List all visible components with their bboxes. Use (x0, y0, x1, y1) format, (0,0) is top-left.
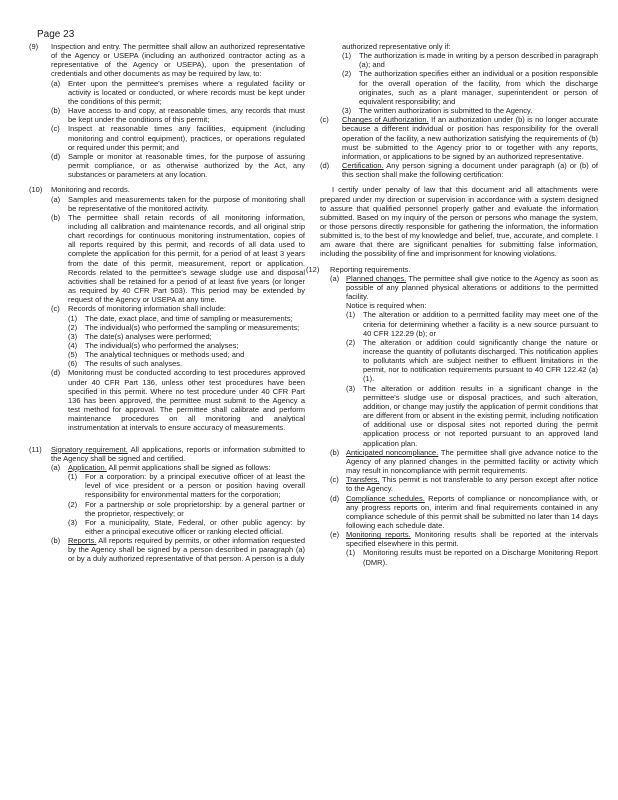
item-body: If an authorization under (b) is no longer accurate because a different individual or position has responsibility for the overall operation of the facility, a new authorization satisfying the requirements of (b) must be submitted to the Agency prior to or together with any reports, information, or applications to be signed by an authorized representative. (342, 115, 598, 161)
list-item (330, 274, 598, 301)
item-label: (3) (342, 106, 352, 116)
sub-item (68, 518, 305, 536)
item-text: The analytical techniques or methods used; and (85, 350, 245, 360)
sub-item (346, 338, 598, 384)
item-label: (c) (51, 124, 60, 134)
item-text: The date, exact place, and time of sampling or measurements; (85, 313, 293, 323)
section-label: (9) (29, 42, 39, 51)
item-text (346, 530, 598, 548)
item-text (346, 274, 598, 301)
continued-text: authorized representative only if: (342, 42, 451, 51)
item-label: (d) (330, 493, 340, 503)
section-label: (11) (29, 444, 42, 454)
item-label: (4) (68, 341, 78, 350)
item-heading: Certification. (342, 161, 384, 171)
item-text (346, 494, 598, 531)
section-9 (29, 42, 305, 79)
list-item (320, 161, 598, 179)
item-text (68, 463, 305, 472)
item-label: (d) (51, 151, 61, 161)
list-item (51, 79, 305, 106)
sub-item (68, 472, 305, 499)
item-heading: Planned changes. (346, 273, 407, 283)
sub-item (68, 350, 305, 359)
item-label: (e) (330, 530, 340, 540)
item-body: All reports required by permits, or other information requested by the Agency shall be signed by a person described in paragraph (a) or by a duly authorized representative of that person. A person is a duly (68, 536, 305, 564)
item-label: (b) (51, 212, 61, 222)
sub-item (68, 500, 305, 518)
item-label: (d) (51, 368, 61, 378)
sub-item (346, 548, 598, 566)
item-label: (1) (346, 548, 356, 558)
right-column (306, 42, 599, 567)
item-text (342, 115, 598, 161)
section-body: All applications, reports or information submitted to the Agency shall be signed and certified. (51, 444, 306, 463)
item-text: The alteration or addition to a permitted facility may meet one of the criteria for determining whether a facility is a new source pursuant to 40 CFR 122.29 (b); or (363, 310, 598, 338)
item-label: (c) (320, 115, 329, 125)
item-text (342, 161, 598, 179)
item-label: (c) (330, 475, 339, 485)
item-text: Records of monitoring information shall include: (68, 304, 226, 314)
list-item (51, 536, 305, 563)
item-body: All permit applications shall be signed as follows: (106, 462, 271, 472)
item-text: Monitoring results must be reported on a Discharge Monitoring Report (DMR). (363, 548, 598, 567)
section-heading: Reporting requirements. (330, 264, 411, 274)
item-text: For a partnership or sole proprietorship: by a general partner or the proprietor, respectively; or (85, 499, 305, 518)
item-label: (c) (51, 304, 60, 314)
item-text (346, 475, 598, 493)
item-text: The results of such analyses. (85, 359, 183, 369)
item-label: (b) (51, 536, 61, 546)
list-item (330, 475, 598, 493)
item-heading: Transfers. (346, 475, 380, 485)
section-12 (306, 265, 598, 274)
item-body: Any person signing a document under paragraph (a) or (b) of this section shall make the following certification: (342, 161, 598, 180)
sub-item (342, 69, 598, 106)
item-label: (5) (68, 350, 78, 360)
section-10 (29, 185, 305, 194)
sub-item (68, 323, 305, 332)
sub-item (342, 106, 598, 115)
item-text: The authorization specifies either an individual or a position responsible for the overall operation of the facility, from which the discharge originates, such as a plant manager, superintendent or person of equivalent responsibility; and (359, 69, 598, 106)
section-heading: Monitoring and records. (51, 185, 130, 195)
item-text: For a corporation: by a principal executive officer of at least the level of vice president or a person or position having overall responsibility for environmental matters for the corporation; (85, 472, 305, 500)
sub-item (68, 341, 305, 350)
list-item (51, 304, 305, 313)
list-item (51, 213, 305, 305)
notice-line: Notice is required when: (346, 301, 427, 311)
item-label: (3) (68, 331, 78, 341)
item-label: (a) (51, 462, 61, 472)
item-heading: Application. (68, 462, 107, 472)
page-number: Page 23 (37, 29, 75, 40)
item-label: (2) (342, 69, 352, 79)
item-text (346, 448, 598, 475)
section-label: (10) (29, 185, 43, 195)
section-text (51, 445, 305, 463)
item-label: (a) (51, 194, 61, 204)
item-label: (1) (68, 472, 78, 482)
item-text: The authorization is made in writing by a person described in paragraph (a); and (359, 51, 598, 70)
item-label: (b) (51, 106, 61, 116)
item-label: (2) (68, 322, 78, 332)
certification-statement: I certify under penalty of law that this document and all attachments were prepared under my direction or supervision in accordance with a system designed to assure that qualified personnel properly gather and evaluate the information submitted. Based on my inquiry of the person or persons who manage the system, or those persons directly responsible for gathering the information, the information submitted is, to the best of my knowledge and belief, true, accurate, and complete. I am aware that there are significant penalties for submitting false information, including the possibility of fine and imprisonment for knowing violations. (320, 185, 598, 259)
item-text: The permittee shall retain records of all monitoring information, including all calibration and maintenance records, and all original strip chart recordings for continuous monitoring instrumentation, copies of all reports required by this permit, and records of all data used to complete the application for this permit, for a period of at least 3 years from the date of this permit, measurement, report or application. Records related to the permittee's sewage sludge use and disposal activities shall be retained for a period of at least five years (or longer as required by 40 CFR Part 503). This period may be extended by request of the Agency or USEPA at any time. (68, 212, 305, 305)
item-text: Samples and measurements taken for the purpose of monitoring shall be representative of the monitored activity. (68, 194, 305, 213)
section-heading: Signatory requirement. (51, 444, 128, 454)
item-text: The written authorization is submitted to the Agency. (359, 106, 533, 116)
item-label: (1) (342, 51, 352, 61)
item-text: The individual(s) who performed the analyses; (85, 341, 239, 350)
item-text: The date(s) analyses were performed; (85, 331, 212, 341)
item-label: (6) (68, 359, 78, 369)
sub-item (68, 314, 305, 323)
list-item (51, 152, 305, 179)
item-body: Reports of compliance or noncompliance with, or any progress reports on, interim and final requirements contained in any compliance schedule of this permit shall be submitted no later than 14 days following each schedule date. (346, 493, 599, 530)
list-item (330, 494, 598, 531)
list-item (330, 448, 598, 475)
item-text: Monitoring must be conducted according to test procedures approved under 40 CFR Part 136, unless other test procedures have been specified in this permit. Where no test procedure under 40 CFR Part 136 has been approved, the permittee must submit to the Agency a test method for approval. The permittee shall calibrate and perform maintenance procedures on all monitoring and analytical instrumentation at intervals to ensure accuracy of measurements. (68, 368, 305, 433)
item-heading: Anticipated noncompliance. (346, 447, 439, 457)
section-label: (12) (306, 264, 320, 274)
item-label: (1) (68, 313, 78, 323)
item-text: Enter upon the permittee's premises where a regulated facility or activity is located or conducted, or where records must be kept under the conditions of this permit; (68, 78, 305, 106)
item-text: Inspect at reasonable times any facilities, equipment (including monitoring and control equipment), practices, or operations regulated or required under this permit; and (68, 124, 305, 152)
item-body: The permittee shall give advance notice to the Agency of any planned changes in the permitted facility or activity which may result in noncompliance with permit requirements. (346, 447, 598, 476)
list-item (51, 368, 305, 432)
item-text: The alteration or addition results in a significant change in the permittee's sludge use or disposal practices, and such alteration, addition, or change may justify the application of permit conditions that are different from or absent in the existing permit, including notification of additional use or disposal sites not reported during the permit application process or not reported pursuant to an approved land application plan. (363, 383, 598, 448)
item-label: (b) (330, 447, 340, 457)
item-text: The individual(s) who performed the sampling or measurements; (85, 322, 300, 332)
sub-item (342, 51, 598, 69)
item-text: For a municipality, State, Federal, or other public agency: by either a principal executive officer or ranking elected official. (85, 517, 305, 536)
list-item (51, 463, 305, 472)
list-item (320, 115, 598, 161)
item-text (68, 536, 305, 563)
item-label: (a) (330, 273, 340, 283)
item-label: (a) (51, 78, 61, 88)
item-heading: Compliance schedules. (346, 493, 425, 503)
item-label: (3) (346, 383, 356, 393)
item-heading: Reports. (68, 536, 97, 546)
item-heading: Monitoring reports. (346, 530, 411, 540)
sub-item (346, 384, 598, 448)
item-body: Monitoring results shall be reported at the intervals specified elsewhere in this permit. (346, 530, 598, 549)
item-body: The permittee shall give notice to the Agency as soon as possible of any planned physical alterations or additions to the permitted facility. (346, 273, 598, 302)
item-text: Sample or monitor at reasonable times, for the purpose of assuring permit compliance, or as otherwise authorized by the Act, any substances or parameters at any location. (68, 151, 305, 180)
list-item (51, 106, 305, 124)
item-body: This permit is not transferable to any person except after notice to the Agency. (346, 475, 598, 494)
list-item (330, 530, 598, 548)
item-label: (1) (346, 310, 356, 320)
item-label: (2) (68, 499, 78, 509)
sub-item (68, 359, 305, 368)
list-item (51, 124, 305, 151)
item-text: Have access to and copy, at reasonable times, any records that must be kept under the conditions of this permit; (68, 106, 305, 125)
item-label: (3) (68, 517, 78, 527)
list-item (51, 195, 305, 213)
sub-item (346, 310, 598, 337)
item-label: (d) (320, 161, 330, 171)
item-text: The alteration or addition could significantly change the nature or increase the quantity of pollutants discharged. This notification applies to pollutants which are subject neither to effluent limitations in the permit, nor to notification requirements pursuant to 40 CFR 122.42 (a)(1). (363, 337, 598, 384)
item-heading: Changes of Authorization. (342, 115, 429, 125)
section-11 (29, 445, 305, 463)
sub-item (68, 332, 305, 341)
item-label: (2) (346, 337, 356, 347)
section-text: Inspection and entry. The permittee shall allow an authorized representative of the Agency or USEPA (including an authorized contractor acting as a representative of the Agency or USEPA), upon the presentation of credentials and other documents as may be required by law, to: (51, 42, 305, 79)
left-column (29, 42, 305, 564)
